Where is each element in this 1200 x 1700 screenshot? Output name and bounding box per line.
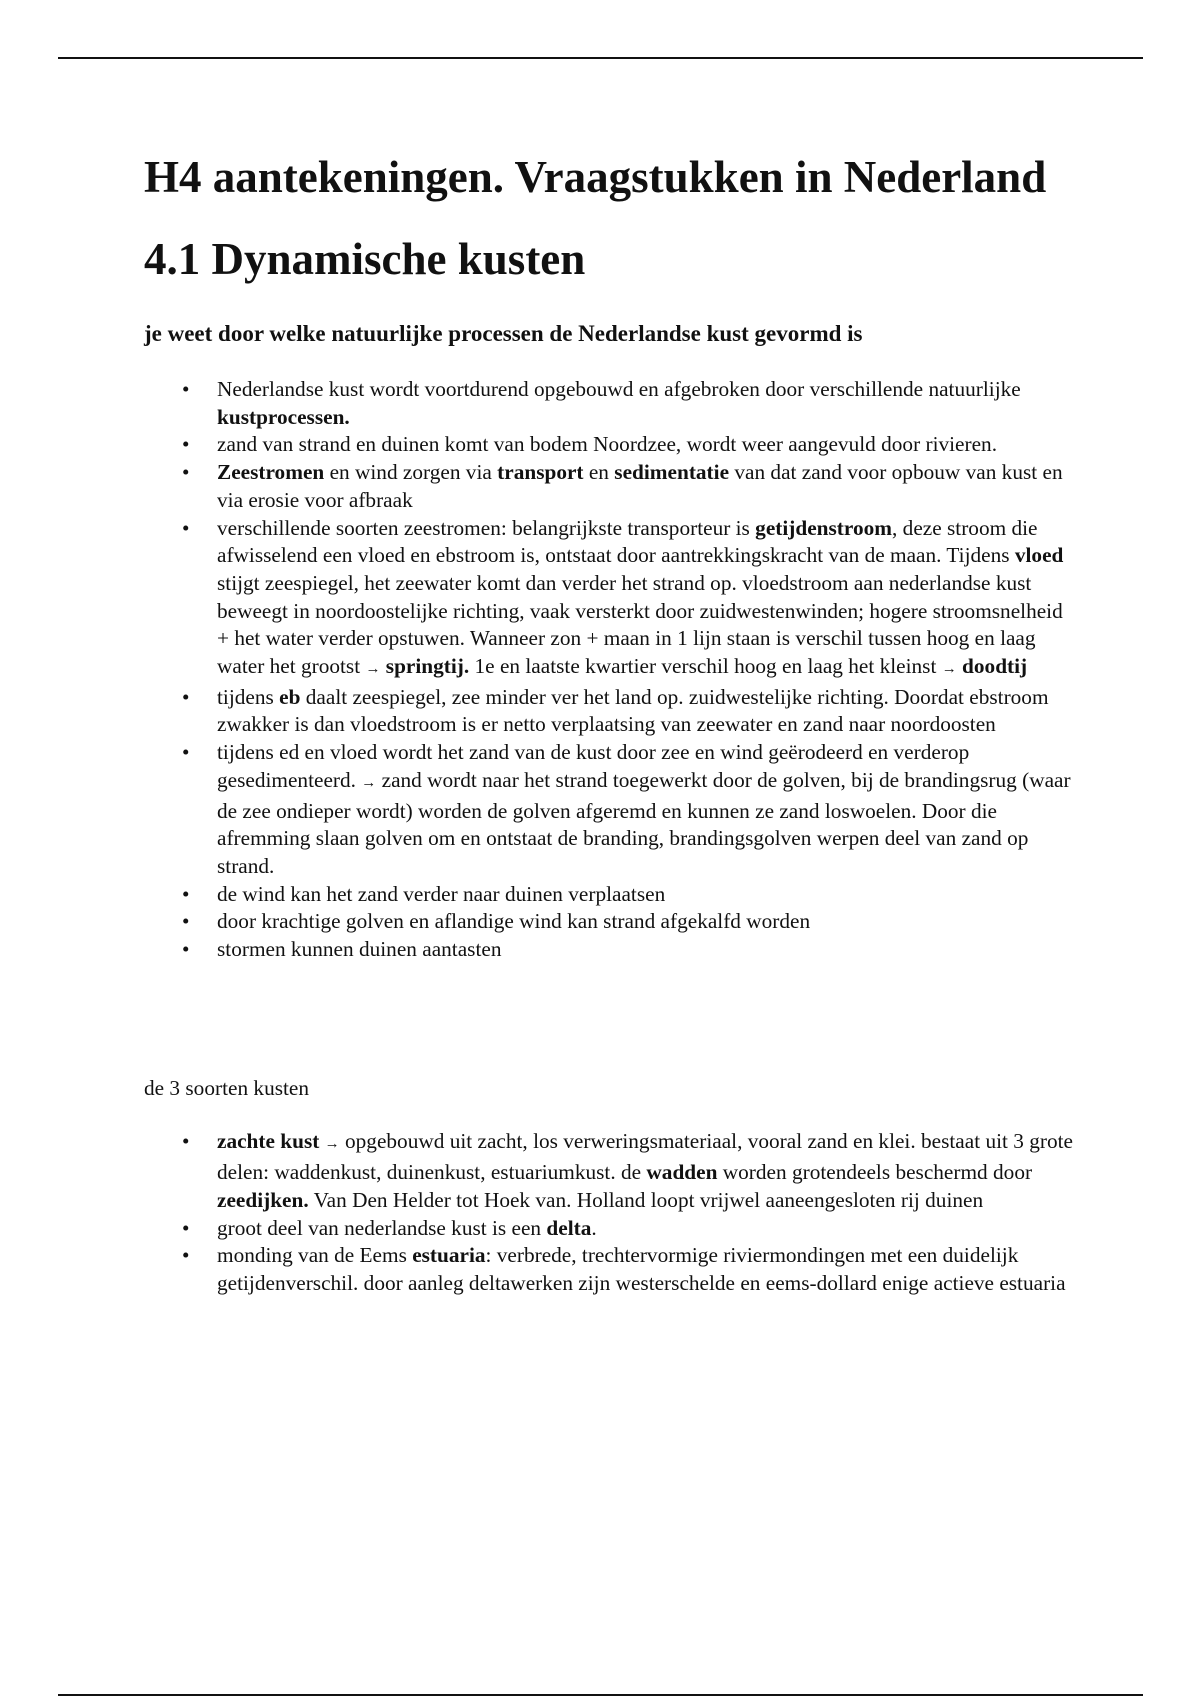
bullet-icon: • (182, 881, 190, 906)
bullet-icon: • (182, 684, 190, 709)
bullet-icon: • (182, 1215, 190, 1240)
arrow-icon: → (365, 661, 381, 678)
process-list (144, 376, 1074, 964)
arrow-icon: → (324, 1136, 340, 1153)
bullet-icon: • (182, 740, 190, 765)
list-item: • tijdens eb daalt zeespiegel, zee minder ver het land op. zuidwestelijke richting. Doordat ebstroom zwakker is dan vloedstroom is er netto verplaatsing van zeewater en zand naar noordoosten (182, 684, 1049, 737)
list-item: • groot deel van nederlandse kust is een delta. (144, 1215, 1074, 1243)
bullet-icon: • (182, 515, 190, 540)
top-rule (58, 57, 1143, 59)
list-item: • de wind kan het zand verder naar duinen verplaatsen (144, 881, 1074, 909)
list-item: • tijdens ed en vloed wordt het zand van de kust door zee en wind geërodeerd en verderop gesedimenteerd. → zand wordt naar het strand toegewerkt door de golven, bij de brandingsrug (waar de zee ondieper wordt) worden de golven afgeremd en kunnen ze zand loswoelen. Door die afremming slaan golven om en ontstaat de branding, brandingsgolven werpen deel van zand op strand. (182, 740, 1071, 878)
bullet-icon: • (182, 377, 190, 401)
bullet-icon: • (182, 909, 190, 934)
list-item: • zachte kust → opgebouwd uit zacht, los verweringsmateriaal, vooral zand en klei. bestaat uit 3 grote delen: waddenkust, duinenkust, estuariumkust. de wadden worden grotendeels beschermd door zeedijken. Van Den Helder tot Hoek van. Holland loopt vrijwel aaneengesloten rij duinen (182, 1129, 1073, 1212)
list-item: • door krachtige golven en aflandige wind kan strand afgekalfd worden (144, 908, 1074, 936)
arrow-icon: → (361, 774, 377, 791)
bullet-icon: • (182, 1243, 190, 1268)
bullet-icon: • (182, 460, 190, 485)
coast-types-list (144, 1128, 1074, 1297)
arrow-icon: → (941, 661, 957, 678)
list-item: • verschillende soorten zeestromen: belangrijkste transporteur is getijdenstroom, deze stroom die afwisselend een vloed en ebstroom is, ontstaat door aantrekkingskracht van de maan. Tijdens vloed stijgt zeespiegel, het zeewater komt dan verder het strand op. vloedstroom aan nederlandse kust beweegt in noordoostelijke richting, vaak versterkt door zuidwestenwinden; hogere stroomsnelheid + het water verder opstuwen. Wanneer zon + maan in 1 lijn staan is verschil tussen hoog en laag water het grootst → springtij. 1e en laatste kwartier verschil hoog en laag het kleinst → doodtij (182, 515, 1064, 679)
bullet-icon: • (182, 1129, 190, 1154)
list-item: • Zeestromen en wind zorgen via transport en sedimentatie van dat zand voor opbouw van kust en via erosie voor afbraak (182, 460, 1063, 512)
list-item: • Nederlandse kust wordt voortdurend opgebouwd en afgebroken door verschillende natuurlijke kustprocessen. (182, 377, 1021, 429)
document-body (144, 150, 1074, 1298)
section-label: de 3 soorten kusten (144, 1075, 310, 1100)
list-item: • zand van strand en duinen komt van bodem Noordzee, wordt weer aangevuld door rivieren. (144, 431, 1074, 459)
list-item: • monding van de Eems estuaria: verbrede, trechtervormige riviermondingen met een duidelijk getijdenverschil. door aanleg deltawerken zijn westerschelde en eems-dollard enige actieve estuaria (182, 1243, 1066, 1295)
bullet-icon: • (182, 937, 190, 962)
bottom-rule (58, 1694, 1143, 1696)
list-item: • stormen kunnen duinen aantasten (144, 936, 1074, 964)
learning-objective: je weet door welke natuurlijke processen de Nederlandse kust gevormd is (144, 321, 863, 346)
bullet-icon: • (182, 432, 190, 457)
document-title: H4 aantekeningen. Vraagstukken in Nederland (144, 152, 1047, 202)
section-heading: 4.1 Dynamische kusten (144, 234, 586, 284)
